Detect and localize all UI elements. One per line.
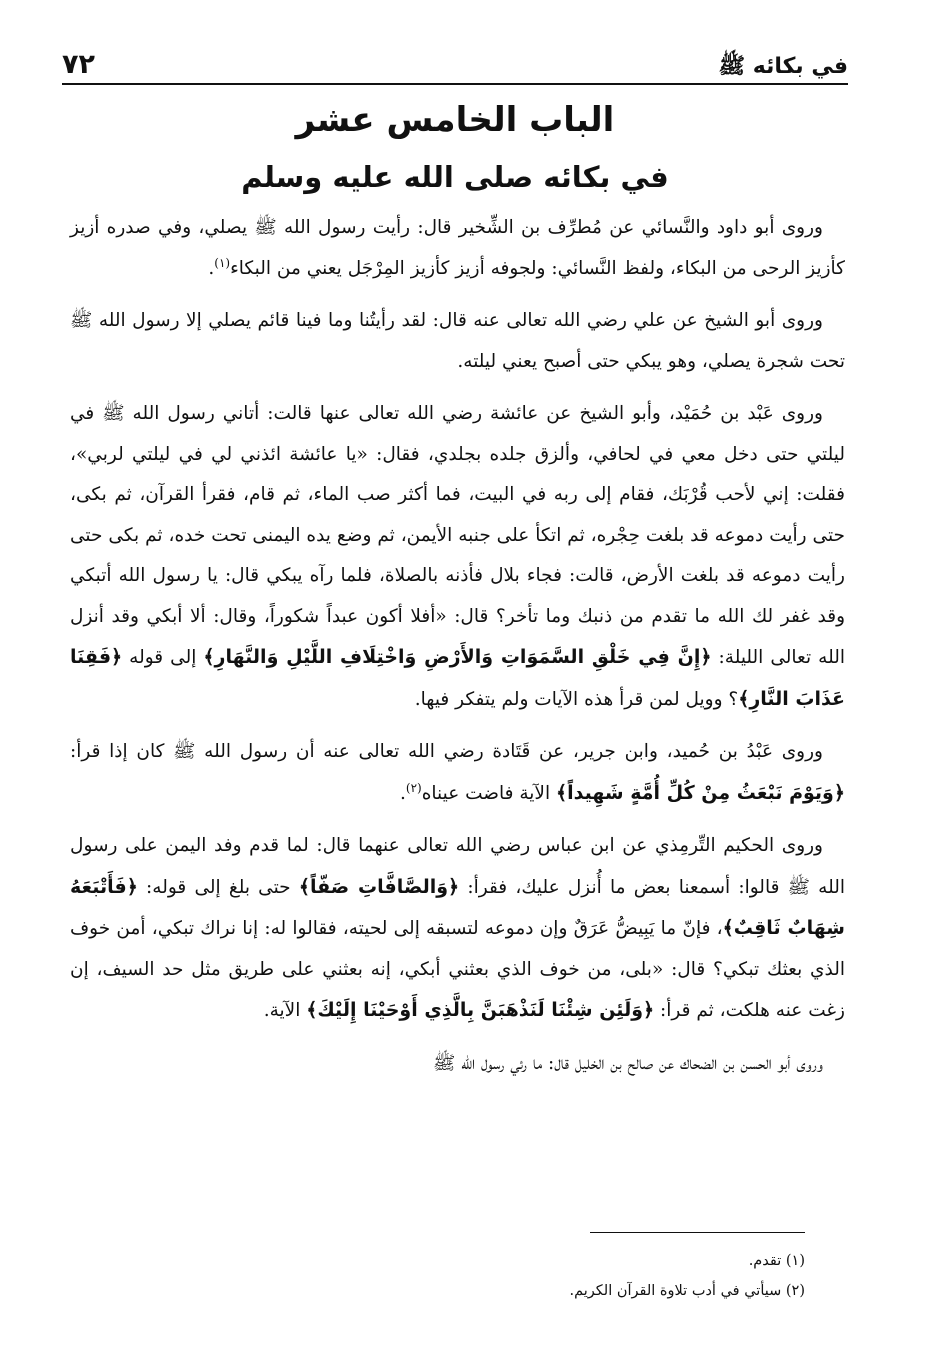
text-segment: حتى بلغ إلى قوله: xyxy=(137,876,299,898)
paragraph xyxy=(70,1044,845,1085)
paragraph xyxy=(70,394,845,720)
text-segment: . xyxy=(208,257,215,279)
quran-verse: ﴿فَأَتْبَعَهُ شِهَابٌ ثَاقِبٌ﴾ xyxy=(70,875,845,939)
chapter-subtitle: في بكائه صلى الله عليه وسلم xyxy=(241,160,669,194)
header-rule xyxy=(62,83,848,85)
footnotes xyxy=(380,1246,805,1306)
text-segment: ، فإنّ ما يَبِيضُّ عَرَقٌ وإن دموعه لتسبقه إلى لحيته، فقالوا له: إنا نراك تبكي، أمن خوف الذي بعثك تبكي؟ قال: «بلى، من خوف الذي بعثني أبكي، إنه بعثني على طريق مثل حد السيف، إن زغت عنه هلكت، ثم قرأ: xyxy=(70,918,845,1021)
text-segment: وروى أبو داود والنَّسائي عن مُطرِّف بن الشِّخير قال: رأيت رسول الله ﷺ يصلي، وفي صدره أزيز كأزيز الرحى من البكاء، ولفظ النَّسائي: ولجوفه أزيز كأزيز المِرْجَل يعني من البكاء xyxy=(70,217,845,279)
quran-verse: ﴿فَقِنَا عَذَابَ النَّارِ﴾ xyxy=(70,646,845,710)
footnote-1: (١) تقدم. xyxy=(748,1253,805,1269)
footnote-2: (٢) سيأتي في أدب تلاوة القرآن الكريم. xyxy=(569,1283,805,1299)
footnote-marker: (١) xyxy=(214,255,231,270)
paragraph xyxy=(70,208,845,289)
quran-verse: ﴿وَلَئِن شِئْنَا لَنَذْهَبَنَّ بِالَّذِي أَوْحَيْنَا إِلَيْكَ﴾ xyxy=(306,999,655,1021)
text-segment: . xyxy=(399,782,406,804)
paragraph xyxy=(70,301,845,382)
chapter-title: الباب الخامس عشر xyxy=(295,100,615,140)
quran-verse: ﴿وَالصَّافَّاتِ صَفّاً﴾ xyxy=(298,875,460,898)
text-segment: وروى عَبْدُ بن حُميد، وابن جرير، عن قَتَادة رضي الله تعالى عنه أن رسول الله ﷺ كان إذا قرأ: xyxy=(70,741,823,762)
text-segment: إلى قوله xyxy=(122,647,204,668)
text-segment: وروى الحكيم التِّرمِذي عن ابن عباس رضي الله تعالى عنهما قال: لما قدم وفد اليمن على رسول الله ﷺ قالوا: أسمعنا بعض ما أُنزل عليك، فقرأ: xyxy=(70,835,845,898)
paragraph xyxy=(70,732,845,814)
running-title: في بكائه ﷺ xyxy=(718,54,848,79)
footnote-marker: (٢) xyxy=(405,780,422,795)
text-segment: وروى عَبْد بن حُمَيْد، وأبو الشيخ عن عائشة رضي الله تعالى عنها قالت: أتاني رسول الله ﷺ في ليلتي حتى دخل معي في لحافي، وألزق جلده بجلدي، فقال: «يا عائشة ائذني لي في ليلتي لربي»، فقلت: إني لأحب قُرْبَك، فقام إلى ربه في البيت، فما أكثر صب الماء، ثم قام، فقرأ القرآن، ثم بكى، حتى رأيت دموعه قد بلغت حِجْره، ثم اتكأ على جنبه الأيمن، ثم وضع يده اليمنى تحت خده، ثم بكى حتى رأيت دموعه قد بلغت الأرض، قالت: فجاء بلال فأذنه بالصلاة، فلما رآه يبكي قال: يا رسول الله أتبكي وقد غفر لك الله ما تقدم من ذنبك وما تأخر؟ قال: «أفلا أكون عبداً شكوراً، وقال: ألا أبكي وقد أنزل الله تعالى الليلة: xyxy=(70,403,845,668)
paragraph xyxy=(70,826,845,1032)
text-segment: الآية. xyxy=(263,1000,307,1021)
page-number: ٧٢ xyxy=(62,49,95,80)
text-segment: الآية فاضت عيناه xyxy=(421,782,556,804)
text-segment: ؟ وويل لمن قرأ هذه الآيات ولم يتفكر فيها. xyxy=(414,688,739,710)
body-text xyxy=(70,208,845,1096)
text-segment: وروى أبو الشيخ عن علي رضي الله تعالى عنه قال: لقد رأيتُنا وما فينا قائم يصلي إلا رسول الله ﷺ تحت شجرة يصلي، وهو يبكي حتى أصبح يعني ليلته. xyxy=(70,310,845,372)
quran-verse: ﴿إِنَّ فِي خَلْقِ السَّمَوَاتِ وَالأَرْضِ وَاخْتِلَافِ اللَّيْلِ وَالنَّهَارِ﴾ xyxy=(203,646,712,668)
text-segment: وروى أبو الحسن بن الضحاك عن صالح بن الخليل قال: ما رئي رسول الله ﷺ xyxy=(433,1052,823,1074)
quran-verse: ﴿وَيَوْمَ نَبْعَثُ مِنْ كُلِّ أُمَّةٍ شَهِيداً﴾ xyxy=(556,781,845,804)
footnote-rule xyxy=(590,1232,805,1233)
running-head xyxy=(62,38,848,78)
